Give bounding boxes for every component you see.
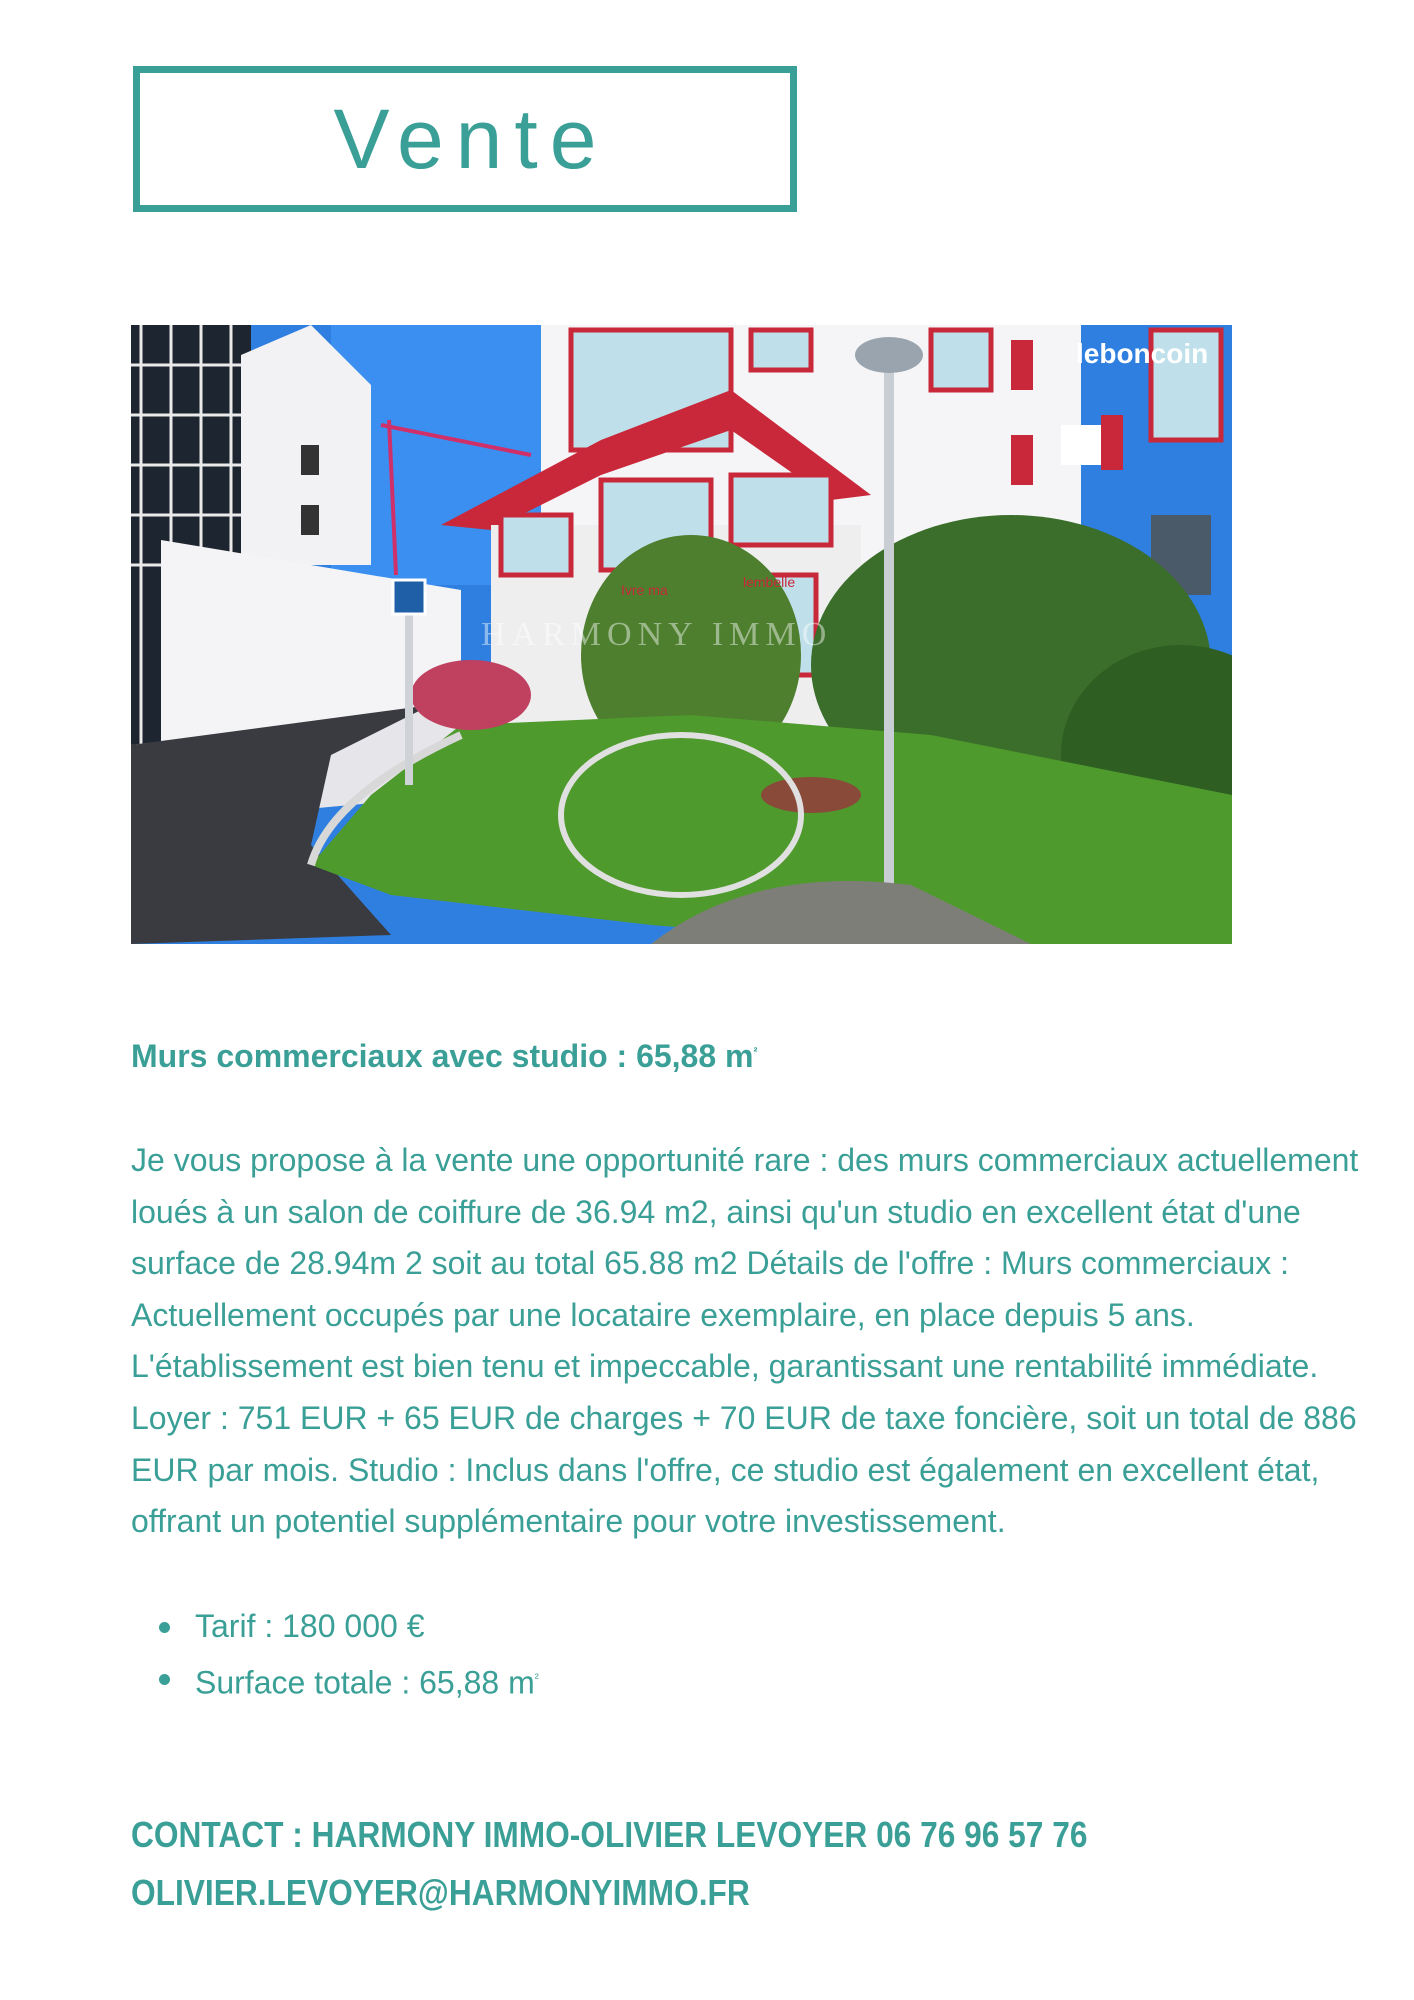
detail-surface-label: Surface totale : 65,88 m: [195, 1664, 535, 1701]
listing-title: [131, 1038, 757, 1075]
listing-title-text: Murs commerciaux avec studio : 65,88 m: [131, 1038, 754, 1074]
title-frame: [133, 66, 797, 212]
contact-line: CONTACT : HARMONY IMMO-OLIVIER LEVOYER 06 76 96 57 76: [131, 1814, 1088, 1855]
listing-description: Je vous propose à la vente une opportunité rare : des murs commerciaux actuellement loués à un salon de coiffure de 36.94 m2, ainsi qu'un studio en excellent état d'une surface de 28.94m 2 soit au total 65.88 m2 Détails de l'offre : Murs commerciaux : Actuellement occupés par une locataire exemplaire, en place depuis 5 ans. L'établissement est bien tenu et impeccable, garantissant une rentabilité immédiate. Loyer : 751 EUR + 65 EUR de charges + 70 EUR de taxe foncière, soit un total de 886 EUR par mois. Studio : Inclus dans l'offre, ce studio est également en excellent état, offrant un potentiel supplémentaire pour votre investissement.: [131, 1142, 1359, 1540]
contact-email[interactable]: OLIVIER.LEVOYER@HARMONYIMMO.FR: [131, 1872, 750, 1913]
page-title: Vente: [333, 91, 609, 186]
detail-surface: [131, 1653, 539, 1709]
property-photo: [131, 325, 1232, 944]
bullet-icon: [159, 1674, 170, 1685]
harmony-watermark: HARMONY IMMO: [481, 616, 833, 653]
contact-block: [131, 1806, 1087, 1922]
listing-details: [131, 1601, 539, 1709]
listing-title-sup: ²: [753, 1044, 758, 1059]
detail-price: [131, 1601, 539, 1653]
detail-surface-sup: ²: [534, 1670, 539, 1685]
detail-price-label: Tarif : 180 000 €: [195, 1608, 425, 1644]
leboncoin-watermark: leboncoin: [1076, 338, 1209, 369]
shop-sign-2: lembelle: [743, 574, 796, 590]
bullet-icon: [159, 1622, 170, 1633]
shop-sign-1: Ivre ma: [621, 582, 668, 598]
